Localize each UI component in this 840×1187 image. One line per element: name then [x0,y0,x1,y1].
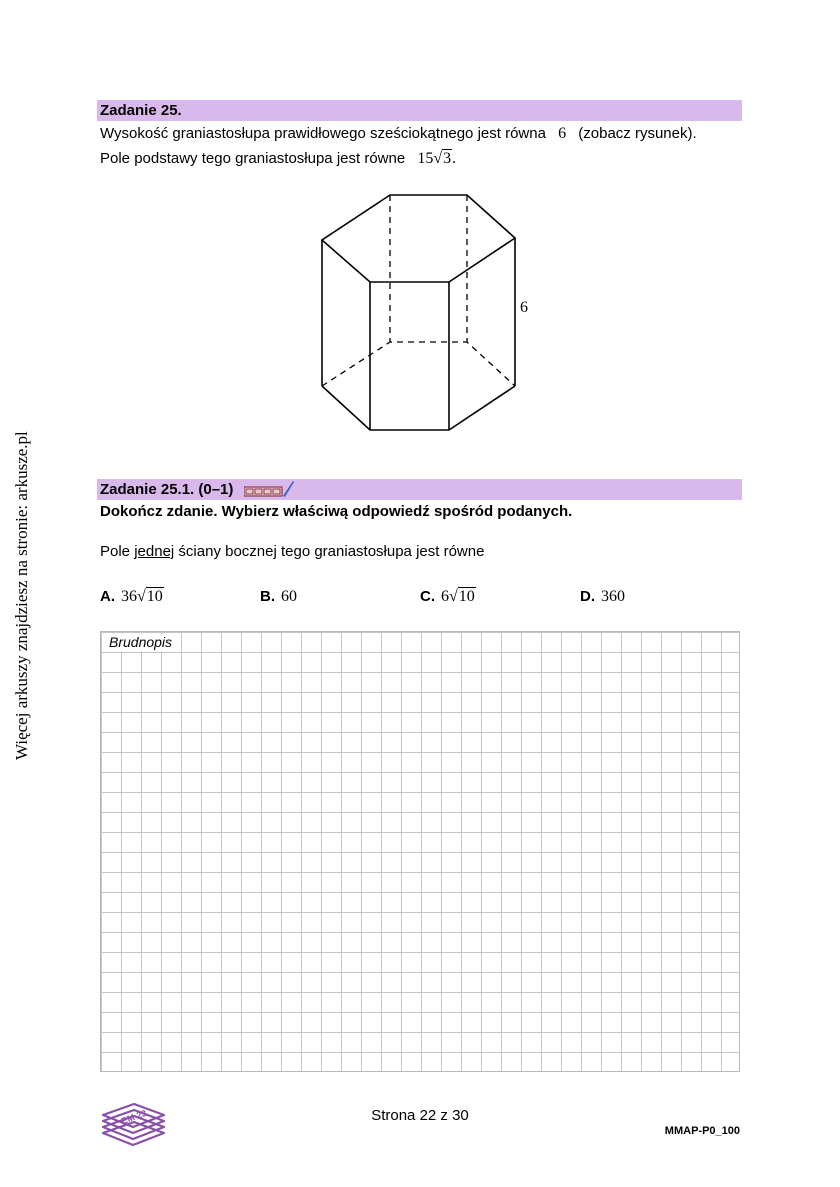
option-a-letter: A. [100,588,115,605]
option-d-letter: D. [580,588,595,605]
option-a-coef: 36 [121,588,137,605]
task-25-1-title: Zadanie 25.1. (0–1) [100,481,234,498]
task-25-header [97,100,742,121]
hexagonal-prism-figure [300,185,550,440]
page-number: Strona 22 z 30 [371,1107,469,1124]
option-d-value: 360 [601,588,625,605]
option-c-value: 6√10 [441,588,475,605]
option-b[interactable] [260,588,297,606]
option-b-value: 60 [281,588,297,605]
option-c-letter: C. [420,588,435,605]
option-a-value: 36√10 [121,588,163,605]
exam-code: MMAP-P0_100 [664,1125,740,1137]
base-area-value: 15√3. [417,150,457,167]
scratch-label: Brudnopis [107,634,178,651]
option-d[interactable] [580,588,625,606]
option-a-radicand: 10 [146,588,163,605]
option-b-letter: B. [260,588,275,605]
option-c[interactable] [420,588,476,606]
task-25-text: Wysokość graniastosłupa prawidłowego sześciokątnego jest równa [100,125,546,142]
height-value: 6 [558,125,567,142]
option-c-radicand: 10 [458,588,475,605]
base-area-radicand: 3 [443,150,452,167]
option-a[interactable] [100,588,164,606]
task-25-1-question [100,543,484,560]
task-25-1-instruction: Dokończ zdanie. Wybierz właściwą odpowiedź spośród podanych. [100,503,573,520]
task-25-text-2: Pole podstawy tego graniastosłupa jest równe [100,150,406,167]
question-text-end: ściany bocznej tego graniastosłupa jest równe [178,543,485,560]
side-note: Więcej arkuszy znajdziesz na stronie: arkusze.pl [12,431,31,760]
task-25-title: Zadanie 25. [100,102,182,119]
question-underlined-word: jednej [134,543,175,560]
scratch-grid[interactable] [100,631,740,1072]
option-c-coef: 6 [441,588,449,605]
task-25-line-2 [100,150,456,168]
logo-text: EM 23 [120,1107,148,1127]
task-25-line-1 [100,125,697,143]
answer-grid-icon [244,480,294,500]
task-25-1-header [97,479,742,500]
prism-height-label: 6 [520,299,528,316]
base-area-coef: 15 [417,150,434,167]
question-text-start: Pole [100,543,131,560]
task-25-text-end: (zobacz rysunek). [578,125,697,142]
base-area-period: . [452,150,457,167]
